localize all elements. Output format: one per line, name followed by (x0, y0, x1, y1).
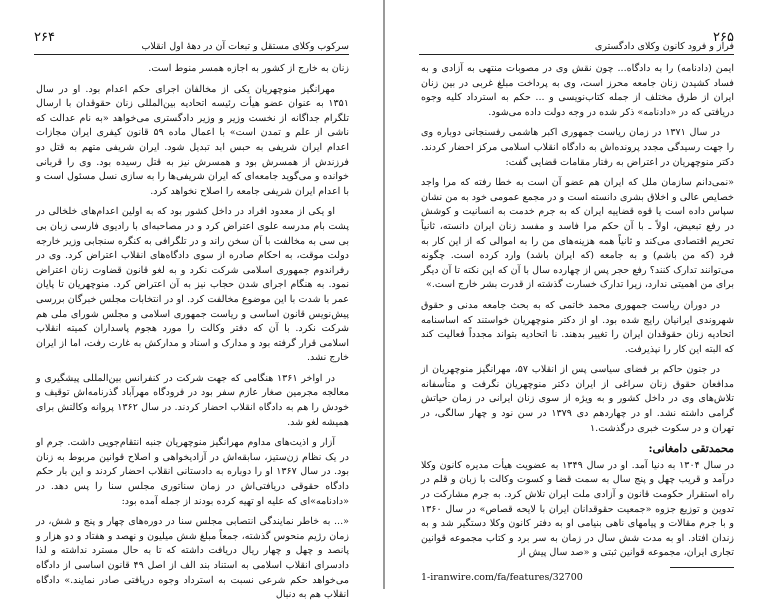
right-running-title: فراز و فرود کانون وکلای دادگستری (594, 41, 734, 52)
right-page-number: ۲۶۵ (713, 30, 734, 45)
paragraph: در سال ۱۳۷۱ در زمان ریاست جمهوری اکبر هاشمی رفسنجانی دوباره وی را جهت رسیدگی مجدد پرونده‌اش به دادگاه انقلاب اسلامی مرکز احضار کردند. دکتر منوچهریان در اعتراض به رفتار مقامات قضایی گفت: (421, 127, 734, 168)
left-page-header (34, 30, 349, 55)
footnote-rule (670, 567, 734, 568)
paragraph: زنان به خارج از کشور به اجازه همسر منوط است. (148, 63, 349, 74)
footnote: 1-iranwire.com/fa/features/32700 (421, 572, 583, 583)
left-page-number: ۲۶۴ (34, 30, 55, 45)
paragraph: مهرانگیز منوچهریان یکی از مخالفان اجرای حکم اعدام بود. او در سال ۱۳۵۱ به عنوان عضو هیأت رئیسه اتحادیه بین‌المللی زنان حقوقدان با ارسال تلگرام جداگانه از نخست وزیر و وزیر دادگستری می‌خواهد «به نام عدالت که ناشی از علم و تمدن است» با اعمال ماده ۵۹ قانون کیفری ایران مجازات اعدام ایران شریفی به حبس ابد تبدیل شود. ایران شریفی متهم به قتل دو فرزندش از همسرش بود و همسرش نیز به قتل رسیده بود. وی را قربانی خوانده و می‌گوید جامعه‌ای که ایران شریفی‌ها را به سازی نسل مسئول است و با اعدام ایران شریفی جامعه را اصلاح نخواهد کرد. (36, 83, 349, 197)
paragraph: در اواخر ۱۳۶۱ هنگامی که جهت شرکت در کنفرانس بین‌المللی پیشگیری و معالجه مجرمین صغار عازم سفر بود در فرودگاه مهرآباد گذرنامه‌اش توقیف و خودش را هم به دادگاه انقلاب احضار کردند. در سال ۱۳۶۲ پروانه وکالتش برای همیشه لغو شد. (36, 372, 349, 428)
right-page-body (421, 62, 735, 583)
paragraph: در سال ۱۳۰۴ به دنیا آمد. او در سال ۱۳۴۹ به عضویت هیأت مدیره کانون وکلا درآمد و قریب چهل و پنج سال به سمت قضا و کسوت وکالت با زبان و قلم در راه استقرار حکومت قانون و آزادی ملت ایران تلاش کرد. به جرم مشارکت در تدوین و توزیع جزوه «جمعیت حقوقدانان ایران با لایحه قصاص» در سال ۱۳۶۰ و با جرم مقالات و پیامهای ناهی بنیامی او به دفتر کانون وکلا دستگیر شد و به زندان افتاد. او به مدت شش سال در زمان به سر برد و کتاب مجموعه قوانین تجاری ایران، مجموعه قوانین ثبتی و «صد سال پیش از (421, 459, 734, 559)
paragraph: او یکی از معدود افراد در داخل کشور بود که به اولین اعدام‌های خلخالی در پشت بام مدرسه علوی اعتراض کرد و در مصاحبه‌ای با رادیوی فارسی زبان بی بی سی به مخالفت با آن سخن راند و در تلگرافی به کنگره سنجابی وزیر خارجه دولت موقت، به احکام صادره از سوی دادگاه‌های انقلاب اعتراض کرد. وی در رفراندوم جمهوری اسلامی شرکت نکرد و به لغو قانون قضاوت زنان اعتراض نمود. به هنگام اجرای شدن حجاب نیز به آن اعتراض کرد. منوچهریان تا پایان عمر با شدت با این موضوع مخالفت کرد. او در انتخابات مجلس خبرگان بررسی پیش‌نویس قانون اساسی و ریاست جمهوری اسلامی و مجلس شورای ملی هم شرکت نکرد. با آن که دفتر وکالت را مورد هجوم پاسداران کمیته انقلاب اسلامی قرار گرفته بود و مدارک و اسناد و مدارکش به غارت رفت، اما از ایران خارج نشد. (36, 206, 349, 364)
paragraph: ایمن (دادنامه) را به دادگاه... چون نقش وی در مصوبات منتهی به آزادی و به فساد کشیدن زنان جامعه محرز است، وی به پرداخت مبلغ غربی در بین زنان ایران از طرق مختلف از جمله کتاب‌نویسی و ... حکم به استرداد کلیه وجوه دریافتی که در «دادنامه» ذکر شده در وجه دولت داده می‌شود. (421, 63, 734, 118)
paragraph: آزار و اذیت‌های مداوم مهرانگیز منوچهریان جنبه انتقام‌جویی داشت. جرم او در یک نظام زن‌ستیز، سابقه‌اش در آزادیخواهی و اصلاح قوانین مربوط به زنان بود. در سال ۱۳۶۷ او را دوباره به دادستانی انقلاب احضار کردند و این بار حکم دادگاه حقوقی دریافتی‌اش در زمان سناتوری مجلس سنا را پس دهد. در «دادنامه»ای که علیه او تهیه کرده بودند از جمله آمده بود: (36, 437, 349, 507)
right-page (385, 0, 768, 589)
author-heading: محمدتقی دامغانی: (648, 442, 734, 456)
left-running-title: سرکوب وکلای مستقل و تبعات آن در دهۀ اول انقلاب (141, 41, 349, 52)
left-page (0, 0, 383, 601)
paragraph: در جنون حاکم بر فضای سیاسی پس از انقلاب ۵۷، مهرانگیز منوچهریان از مدافعان حقوق زنان سراغی از ایران دکتر منوچهریان نگرفت و متأسفانه تلاش‌های وی در داخل کشور و به ویژه از سوی زنان ایرانی در زمان حیاتش گرامی داشته نشد. او در چهاردهم دی ۱۳۷۹ در سن نود و چهار سالگی، در تهران و در سکوت خبری درگذشت.۱ (421, 364, 735, 434)
paragraph: در دوران ریاست جمهوری محمد خاتمی که به بحث جامعه مدنی و حقوق شهروندی ایرانیان رایج شده بود. او از دکتر منوچهریان خواستند که اساسنامه اتحادیه زنان حقوقدان ایران را تغییر بدهند. نا اتحادیه بتواند مجدداً فعالیت کند که البته این کار را نپذیرفت. (421, 299, 734, 355)
quotation: «نمی‌دانم سازمان ملل که ایران هم عضو آن است به خطا رفته که مرا واجد خصایص عالی و اخلاق بشری دانسته است و در مجمع عمومی خود به من نشان سپاس داده است یا قوه قضاییه ایران که به جرم خدمت به انسانیت و کوشش در رفع تبعیض، اولاً ـ با آن حکم مرا فاسد و مفسد زنان ایران دانسته، ثانیاً تحریم اقتصادی می‌کند و ثانیاً همه هزینه‌های من را به اموالی که از این کار به فرد (که من باشم) و به جامعه (که ایران باشد) وارد کرده است. چگونه می‌توانند تدارک کنند؟ رفع حجر پس از چهارده سال با آن که این نکته تا آن دیگر برای من اهمیتی ندارد، زیرا تدارک خسارت گذشته از قدرت بشر خارج است.» (421, 177, 734, 291)
right-page-header (419, 30, 734, 55)
quotation: «... به خاطر نمایندگی انتصابی مجلس سنا در دوره‌های چهار و پنج و شش، در زمان رژیم منحوس گذشته، جمعاً مبلغ شش میلیون و نهصد و هفتاد و دو هزار و پانصد و چهل و چهار ریال دریافت داشته که تا به حال مسترد نداشته و لذا دادسرای انقلاب اسلامی به استناد بند الف از اصل ۴۹ قانون اساسی از دادگاه می‌خواهد حکم شرعی نسبت به استرداد وجوه دریافتی صادر نمایند.» دادگاه انقلاب هم به دنبال (36, 516, 349, 601)
left-page-body (36, 62, 349, 601)
